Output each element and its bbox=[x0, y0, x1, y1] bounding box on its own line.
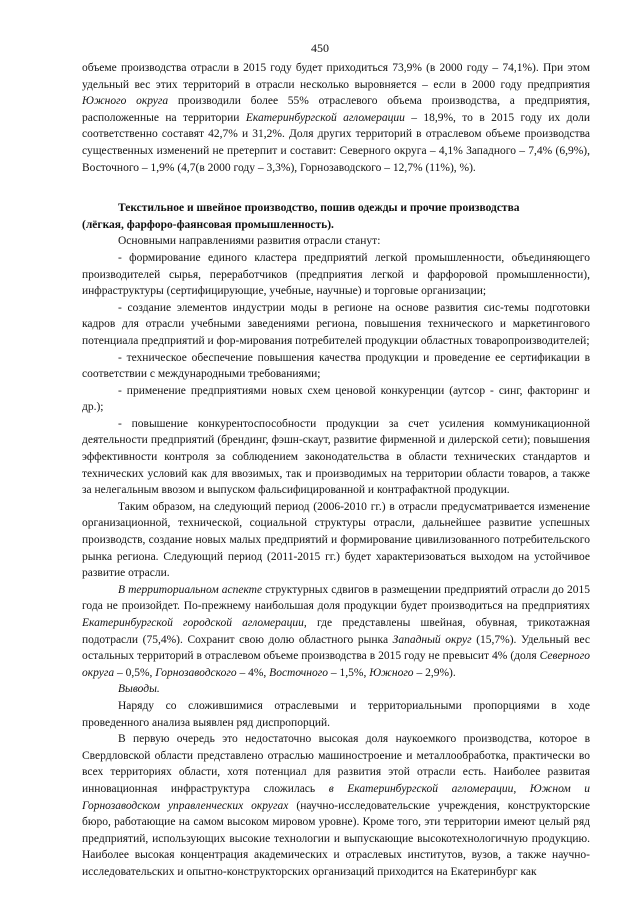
paragraph-periods: Таким образом, на следующий период (2006-2010 гг.) в отрасли предусматривается изменение организационной, технической, социальной структуры отрасли, дальнейшее развитие успешных производств, создание новых малых предприятий и формирование цивилизованного потребительского рынка региона. Следующий период (2011-2015 гг.) будет характеризоваться выходом на устойчивое развитие отрасли. bbox=[82, 500, 590, 580]
text-run-italic: Екатеринбургской городской агломерации, bbox=[82, 617, 307, 629]
bullet-item: - повышение конкурентоспособности продукции за счет усиления коммуникационной деятельности предприятий (брендинг, фэшн-скаут, развитие фирменной и дилерской сети); повышения эффективности контроля за соблюдением законодательства в области технических стандартов и технических условий как для ввозимых, так и производимых на территории области товаров, а также за нелегальным ввозом и выпуском фальсифицированной и контрафактной продукции. bbox=[82, 417, 590, 497]
section-heading: Текстильное и швейное производство, пошив одежды и прочие производства bbox=[118, 202, 520, 215]
paragraph-production-share bbox=[82, 60, 590, 176]
section-heading-continued: (лёгкая, фарфоро-фаянсовая промышленность). bbox=[82, 218, 334, 231]
paragraph-territorial bbox=[82, 582, 590, 682]
bullet-item: - применение предприятиями новых схем ценовой конкуренции (аутсор - синг, факторинг и др.); bbox=[82, 384, 590, 414]
text-run-italic: Южного bbox=[369, 666, 414, 679]
text-run-italic: В территориальном аспекте bbox=[118, 583, 263, 596]
text-run: – 0,5%, bbox=[114, 666, 156, 679]
page-number: 450 bbox=[311, 41, 329, 55]
text-run: – 1,5%, bbox=[328, 666, 370, 679]
text-run-italic: Горнозаводского bbox=[155, 666, 237, 679]
text-run: производили более 55% отраслевого объема производства, а предприятия, расположенные на территории bbox=[82, 95, 590, 124]
bullet-item: - техническое обеспечение повышения качества продукции и проведение ее сертификации в соответствии с международными требованиями; bbox=[82, 351, 590, 381]
text-run: – 4%, bbox=[236, 666, 270, 679]
text-run: структурных сдвигов в размещении предприятий отрасли до 2015 года не произойдет. По-прежнему наибольшая доля продукции будет производиться на предприятиях bbox=[82, 583, 590, 613]
paragraph-conclusions: Наряду со сложившимися отраслевыми и территориальными пропорциями в ходе проведенного анализа выявлен ряд диспропорций. bbox=[82, 699, 590, 729]
text-run-italic: Восточного bbox=[269, 666, 328, 679]
text-run: (научно-исследовательские учреждения, конструкторские бюро, работающие на самом высоком мировом уровне). Кроме того, эти территории имеют целый ряд предприятий, использующих высокие технологии и выпускающие высокотехнологичную продукцию. Наиболее высокая концентрация академических и отраслевых институтов, вузов, а также научно-исследовательских и опытно-конструкторских организаций приходится на Екатеринбург как bbox=[82, 799, 590, 878]
bullet-item: - формирование единого кластера предприятий легкой промышленности, объединяющего производителей сырья, переработчиков (предприятия легкой и фарфоровой промышленности), инфраструктуры (сертифицирующие, учебные, научные) и торговые организации; bbox=[82, 251, 590, 298]
text-run-italic: Екатеринбургской агломерации bbox=[245, 111, 405, 124]
text-run: (15,7%). Удельный вес остальных территорий в отраслевом объеме производства в 2015 году не превысит 4% (доля bbox=[82, 633, 590, 663]
text-run-italic: в Екатеринбургской агломерации, Южном и Горнозаводском управленческих округах bbox=[82, 782, 590, 812]
text-run: – 18,9%, то в 2015 году их доли соответственно составят 42,7% и 31,2%. Доля других территорий в отраслевом объеме производства существенных изменений не претерпит и составит: Северного округа – 4,1% Западного – 7,4% (6,9%), Восточного – 1,9% (4,7(в 2000 году – 3,3%), Горнозаводского – 12,7% (11%), %). bbox=[82, 111, 590, 174]
bullet-item: - создание элементов индустрии моды в регионе на основе развития сис-темы подготовки кадров для отрасли учебными заведениями региона, повышения технического и маркетингового потенциала предприятий и фор-мирования потребителей продукции областных товаропроизводителей; bbox=[82, 301, 590, 347]
paragraph-first-priority bbox=[82, 731, 590, 880]
directions-intro: Основными направлениями развития отрасли станут: bbox=[118, 235, 381, 248]
text-run: где представлены швейная, обувная, трикотажная подотрасли (75,4%). Сохранит свою долю областного рынка bbox=[82, 617, 590, 646]
text-run: В первую очередь это недостаточно высокая доля наукоемкого производства, которое в Свердловской области представлено отраслью машиностроение и металлообработка, практически во всех территориях области, хотя потенциал для развития этой отрасли есть. Наиболее развитая инновационная инфраструктура сложилась bbox=[82, 733, 590, 795]
page-body bbox=[82, 60, 590, 881]
conclusions-label: Выводы. bbox=[118, 683, 160, 696]
text-run-italic: Южного округа bbox=[82, 95, 169, 108]
spacer bbox=[82, 176, 590, 192]
text-run-italic: Западный округ bbox=[392, 633, 472, 646]
text-run: – 2,9%). bbox=[413, 666, 456, 679]
spacer bbox=[82, 192, 590, 200]
text-run: объеме производства отрасли в 2015 году будет приходиться 73,9% (в 2000 году – 74,1%). При этом удельный вес этих территорий в отрасли несколько выровняется – если в 2000 году предприятия bbox=[82, 62, 590, 91]
text-run-italic: Северного округа bbox=[82, 650, 590, 679]
